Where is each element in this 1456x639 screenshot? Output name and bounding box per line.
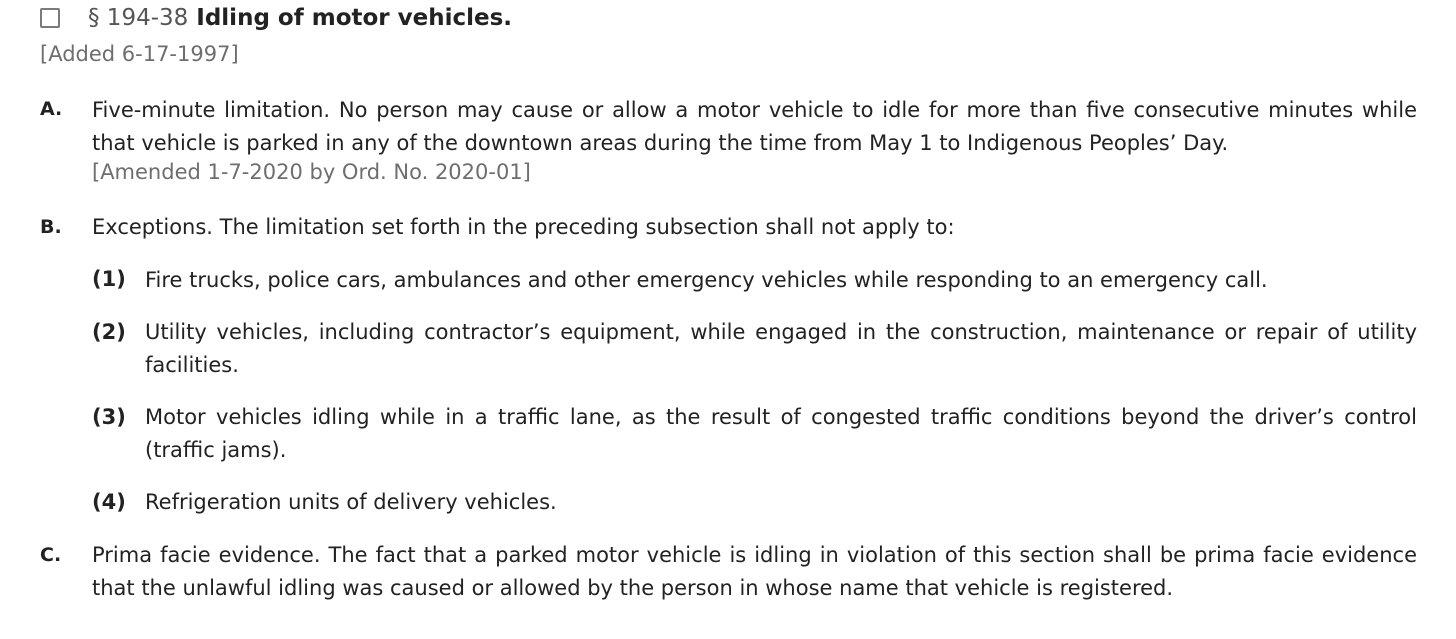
item-4-text: Refrigeration units of delivery vehicles.	[145, 490, 557, 514]
section-history: [Added 6-17-1997]	[40, 42, 239, 66]
item-2-text: Utility vehicles, including contractor’s equipment, while engaged in the construction, maintenance or repair of utility facilities.	[145, 320, 1417, 377]
subsection-b-text: Exceptions. The limitation set forth in the preceding subsection shall not apply to:	[92, 215, 955, 239]
section-header	[40, 3, 512, 33]
subsection-c-text: Prima facie evidence. The fact that a parked motor vehicle is idling in violation of this section shall be prima facie evidence that the unlawful idling was caused or allowed by the person in whose name that vehicle is registered.	[92, 543, 1417, 600]
item-3-label: (3)	[92, 405, 126, 429]
item-1-text: Fire trucks, police cars, ambulances and other emergency vehicles while responding to an emergency call.	[145, 268, 1268, 292]
item-2-label: (2)	[92, 320, 126, 344]
section-number: § 194-38	[88, 5, 189, 31]
item-3-text: Motor vehicles idling while in a traffic lane, as the result of congested traffic conditions beyond the driver’s control (traffic jams).	[145, 405, 1417, 462]
subsection-a-label: A.	[40, 98, 63, 120]
item-1-label: (1)	[92, 267, 126, 291]
subsection-c-label: C.	[40, 544, 62, 566]
section-title: Idling of motor vehicles.	[196, 5, 513, 31]
subsection-b-label: B.	[40, 216, 62, 238]
subsection-a-text: Five-minute limitation. No person may cause or allow a motor vehicle to idle for more than five consecutive minutes while that vehicle is parked in any of the downtown areas during the time from May 1 to Indigenous Peoples’ Day.	[92, 98, 1417, 155]
section-select-checkbox[interactable]	[40, 8, 60, 28]
subsection-a-history: [Amended 1-7-2020 by Ord. No. 2020-01]	[92, 160, 531, 184]
item-4-label: (4)	[92, 490, 126, 514]
